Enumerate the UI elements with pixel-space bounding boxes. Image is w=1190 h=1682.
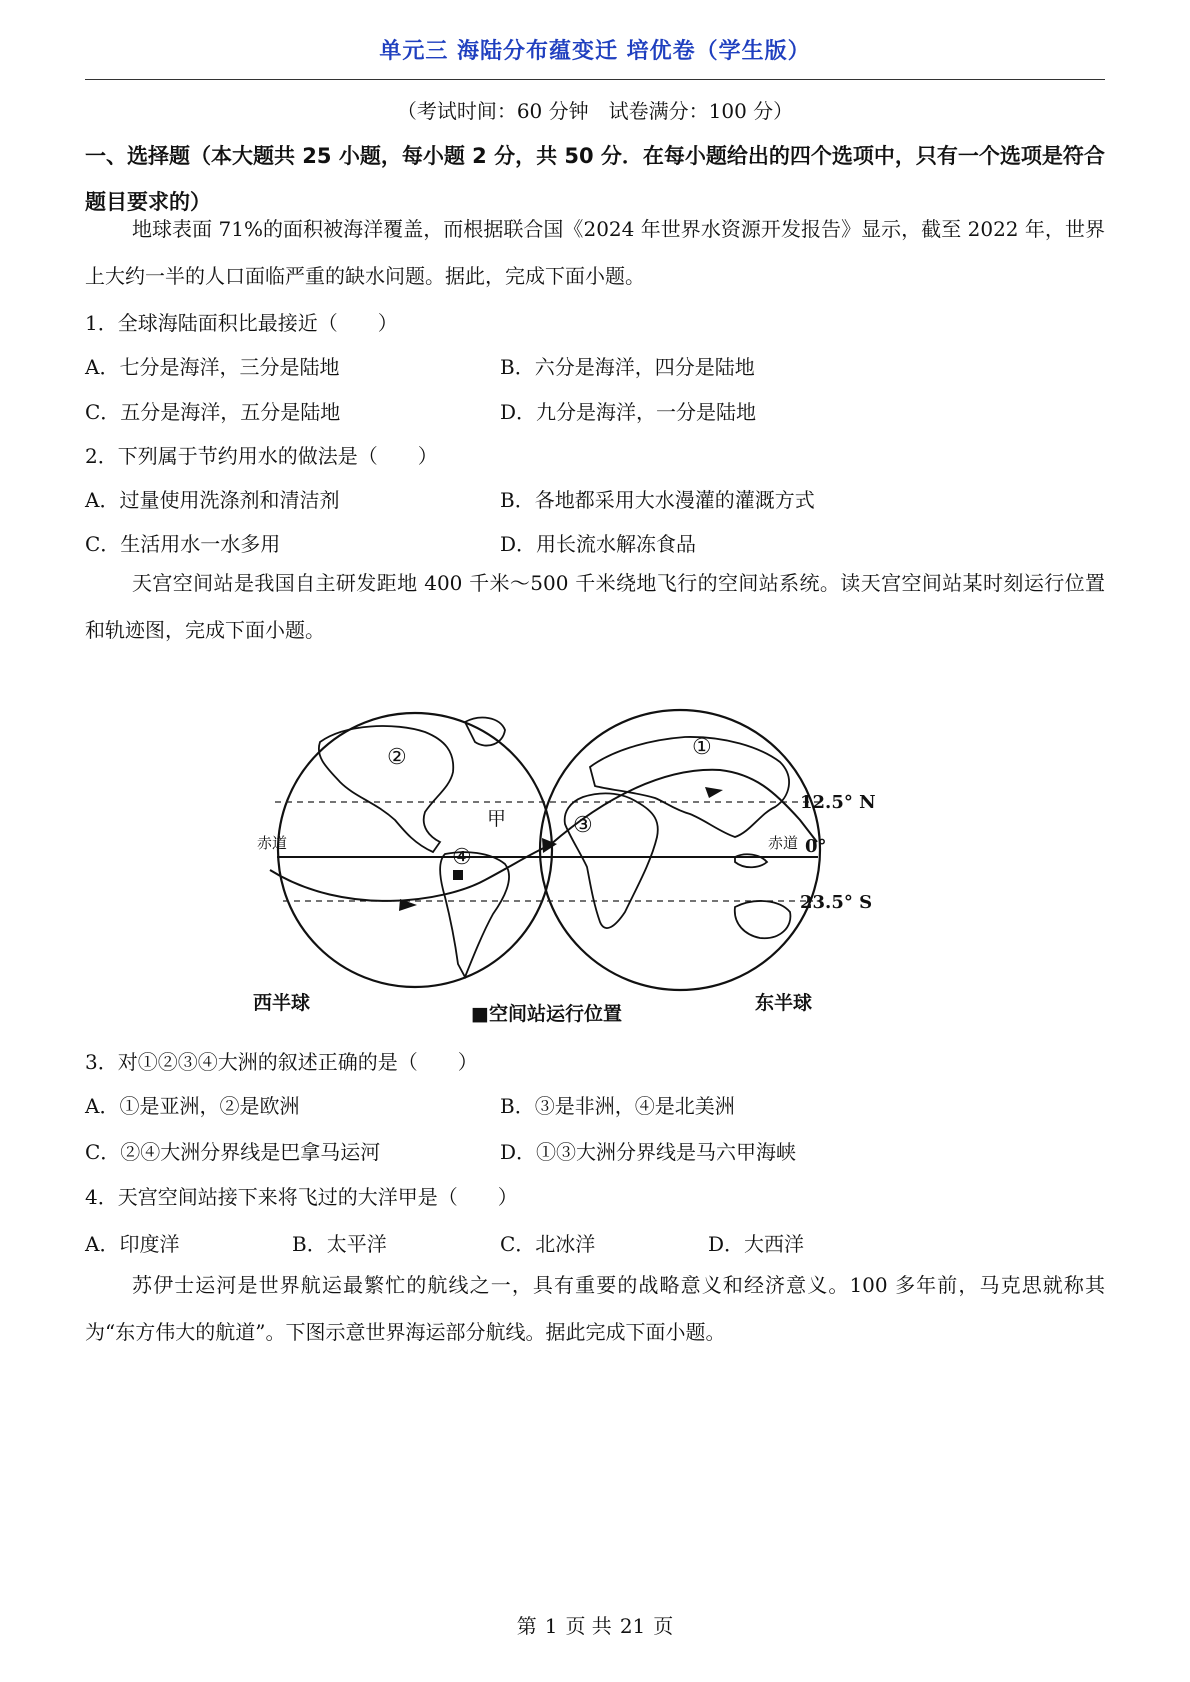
q4-option-c: C．北冰洋 — [500, 1232, 596, 1256]
map-legend: ■空间站运行位置 — [471, 1003, 622, 1025]
question-4-stem: 4．天宫空间站接下来将飞过的大洋甲是（ ） — [85, 1185, 518, 1209]
q4-option-a: A．印度洋 — [85, 1232, 180, 1256]
footer-mid: 页 共 — [565, 1614, 612, 1638]
latitude-label-north: 12.5° N — [800, 792, 876, 813]
equator-label-right: 赤道 — [768, 834, 799, 852]
equator-label-left: 赤道 — [257, 834, 288, 852]
eastern-hemisphere-label: 东半球 — [755, 992, 813, 1014]
passage-suez-canal: 苏伊士运河是世界航运最繁忙的航线之一，具有重要的战略意义和经济意义。100 多年前，马克思就称其为“东方伟大的航道”。下图示意世界海运部分航线。据此完成下面小题。 — [85, 1273, 1105, 1344]
exam-info: （考试时间：60 分钟 试卷满分：100 分） — [396, 99, 794, 123]
western-hemisphere-label: 西半球 — [253, 992, 311, 1014]
question-1-stem: 1．全球海陆面积比最接近（ ） — [85, 311, 398, 335]
q3-option-a: A．①是亚洲，②是欧洲 — [85, 1094, 300, 1118]
page-footer — [0, 1610, 1190, 1639]
continent-label-1: ① — [692, 735, 712, 760]
q1-option-c: C．五分是海洋，五分是陆地 — [85, 400, 341, 424]
continent-label-3: ③ — [573, 813, 593, 838]
station-position-marker — [453, 870, 463, 880]
orbit-arrow-3 — [705, 787, 723, 798]
ocean-label-jia: 甲 — [487, 808, 507, 830]
latitude-label-equator: 0° — [805, 836, 827, 857]
q2-option-d: D．用长流水解冻食品 — [500, 532, 697, 556]
footer-page-total: 21 — [619, 1614, 646, 1638]
q3-option-b: B．③是非洲，④是北美洲 — [500, 1094, 735, 1118]
title-divider — [85, 79, 1105, 80]
q4-option-d: D．大西洋 — [708, 1232, 805, 1256]
question-2-stem: 2．下列属于节约用水的做法是（ ） — [85, 444, 438, 468]
continent-label-4: ④ — [452, 845, 472, 870]
continent-label-2: ② — [387, 745, 407, 770]
hemisphere-map — [253, 702, 935, 1027]
document-title: 单元三 海陆分布蕴变迁 培优卷（学生版） — [379, 39, 811, 64]
passage-space-station: 天宫空间站是我国自主研发距地 400 千米～500 千米绕地飞行的空间站系统。读天宫空间站某时刻运行位置和轨迹图，完成下面小题。 — [85, 571, 1105, 642]
footer-prefix: 第 — [516, 1614, 537, 1638]
q2-option-b: B．各地都采用大水漫灌的灌溉方式 — [500, 488, 815, 512]
footer-page-number: 1 — [544, 1614, 558, 1638]
passage-water: 地球表面 71%的面积被海洋覆盖，而根据联合国《2024 年世界水资源开发报告》显示，截至 2022 年，世界上大约一半的人口面临严重的缺水问题。据此，完成下面小题。 — [85, 217, 1105, 288]
q1-option-d: D．九分是海洋，一分是陆地 — [500, 400, 757, 424]
q2-option-a: A．过量使用洗涤剂和清洁剂 — [85, 488, 340, 512]
q3-option-d: D．①③大洲分界线是马六甲海峡 — [500, 1140, 797, 1164]
q2-option-c: C．生活用水一水多用 — [85, 532, 281, 556]
question-3-stem: 3．对①②③④大洲的叙述正确的是（ ） — [85, 1050, 478, 1074]
latitude-label-south: 23.5° S — [800, 892, 873, 913]
footer-suffix: 页 — [653, 1614, 674, 1638]
q3-option-c: C．②④大洲分界线是巴拿马运河 — [85, 1140, 381, 1164]
section-heading: 一、选择题（本大题共 25 小题，每小题 2 分，共 50 分．在每小题给出的四个选项中，只有一个选项是符合题目要求的） — [85, 144, 1105, 214]
q1-option-a: A．七分是海洋，三分是陆地 — [85, 355, 340, 379]
q1-option-b: B．六分是海洋，四分是陆地 — [500, 355, 755, 379]
q4-option-b: B．太平洋 — [292, 1232, 387, 1256]
